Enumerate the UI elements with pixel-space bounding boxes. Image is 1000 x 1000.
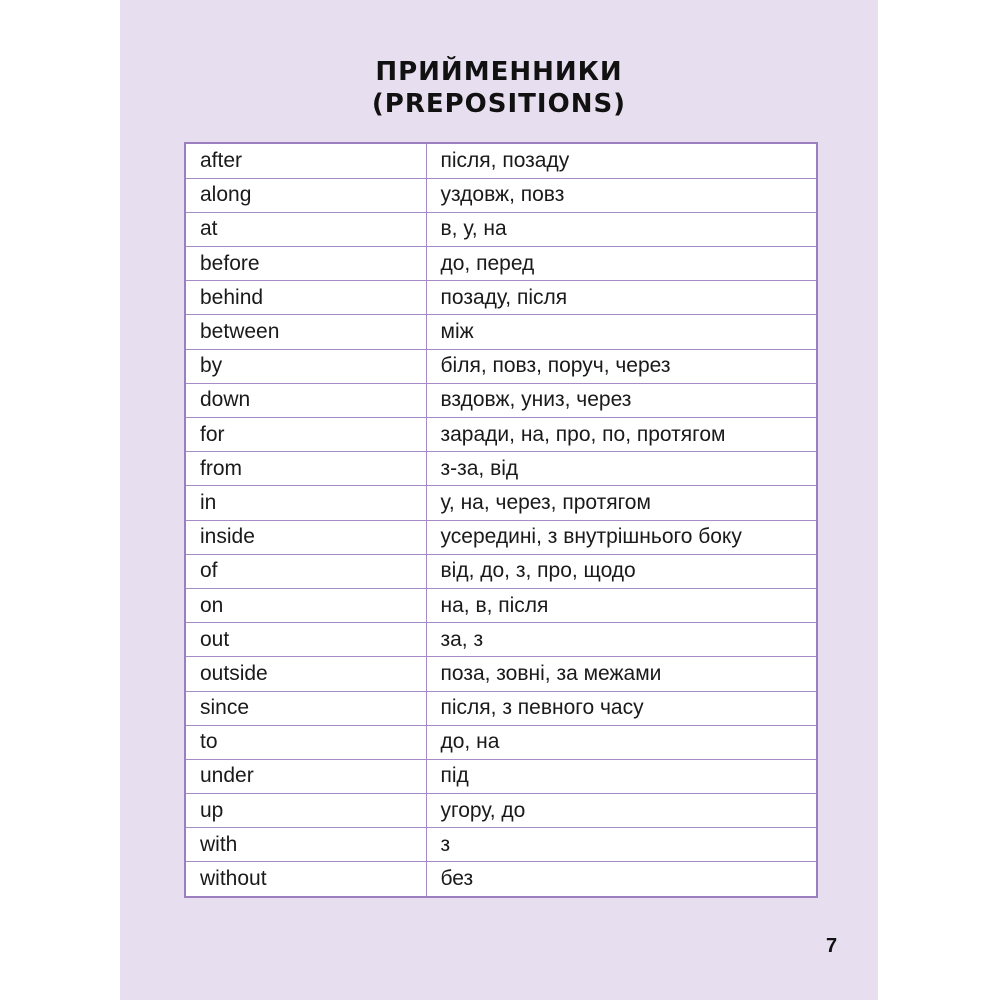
preposition-english: outside [186,657,426,691]
table-row [186,828,816,862]
table-row [186,349,816,383]
preposition-english: behind [186,281,426,315]
table-row [186,623,816,657]
preposition-english: at [186,212,426,246]
page [120,0,878,1000]
table-row [186,452,816,486]
preposition-translation: з [426,828,816,862]
table-row [186,520,816,554]
preposition-translation: від, до, з, про, щодо [426,554,816,588]
preposition-translation: після, позаду [426,144,816,178]
table-row [186,759,816,793]
preposition-english: with [186,828,426,862]
preposition-translation: в, у, на [426,212,816,246]
preposition-translation: після, з певного часу [426,691,816,725]
preposition-english: without [186,862,426,896]
preposition-english: inside [186,520,426,554]
table-row [186,178,816,212]
preposition-translation: за, з [426,623,816,657]
preposition-english: after [186,144,426,178]
preposition-translation: під [426,759,816,793]
preposition-english: under [186,759,426,793]
table-row [186,554,816,588]
preposition-translation: усередині, з внутрішнього боку [426,520,816,554]
page-title [120,56,878,120]
table-row [186,486,816,520]
preposition-english: before [186,247,426,281]
page-number: 7 [826,935,838,957]
preposition-english: up [186,794,426,828]
preposition-translation: у, на, через, протягом [426,486,816,520]
preposition-translation: заради, на, про, по, протягом [426,418,816,452]
preposition-translation: до, на [426,725,816,759]
preposition-translation: без [426,862,816,896]
preposition-translation: до, перед [426,247,816,281]
preposition-translation: з-за, від [426,452,816,486]
title-line-ukrainian: ПРИЙМЕННИКИ [375,57,623,87]
preposition-english: by [186,349,426,383]
prepositions-table [184,142,818,898]
preposition-english: since [186,691,426,725]
preposition-translation: поза, зовні, за межами [426,657,816,691]
table-row [186,418,816,452]
preposition-translation: вздовж, униз, через [426,383,816,417]
preposition-english: between [186,315,426,349]
preposition-translation: біля, повз, поруч, через [426,349,816,383]
preposition-english: out [186,623,426,657]
table-body [186,144,816,896]
preposition-english: on [186,588,426,622]
preposition-translation: угору, до [426,794,816,828]
table-row [186,315,816,349]
table-row [186,281,816,315]
table-row [186,862,816,896]
preposition-english: along [186,178,426,212]
table-row [186,212,816,246]
preposition-english: in [186,486,426,520]
preposition-translation: позаду, після [426,281,816,315]
preposition-translation: уздовж, повз [426,178,816,212]
preposition-english: from [186,452,426,486]
table-row [186,588,816,622]
preposition-english: for [186,418,426,452]
table-row [186,725,816,759]
preposition-english: to [186,725,426,759]
preposition-english: of [186,554,426,588]
table-row [186,657,816,691]
table-row [186,144,816,178]
table-row [186,383,816,417]
preposition-translation: між [426,315,816,349]
table-row [186,691,816,725]
preposition-english: down [186,383,426,417]
preposition-translation: на, в, після [426,588,816,622]
table-row [186,794,816,828]
title-line-english: (PREPOSITIONS) [371,89,627,119]
table-row [186,247,816,281]
